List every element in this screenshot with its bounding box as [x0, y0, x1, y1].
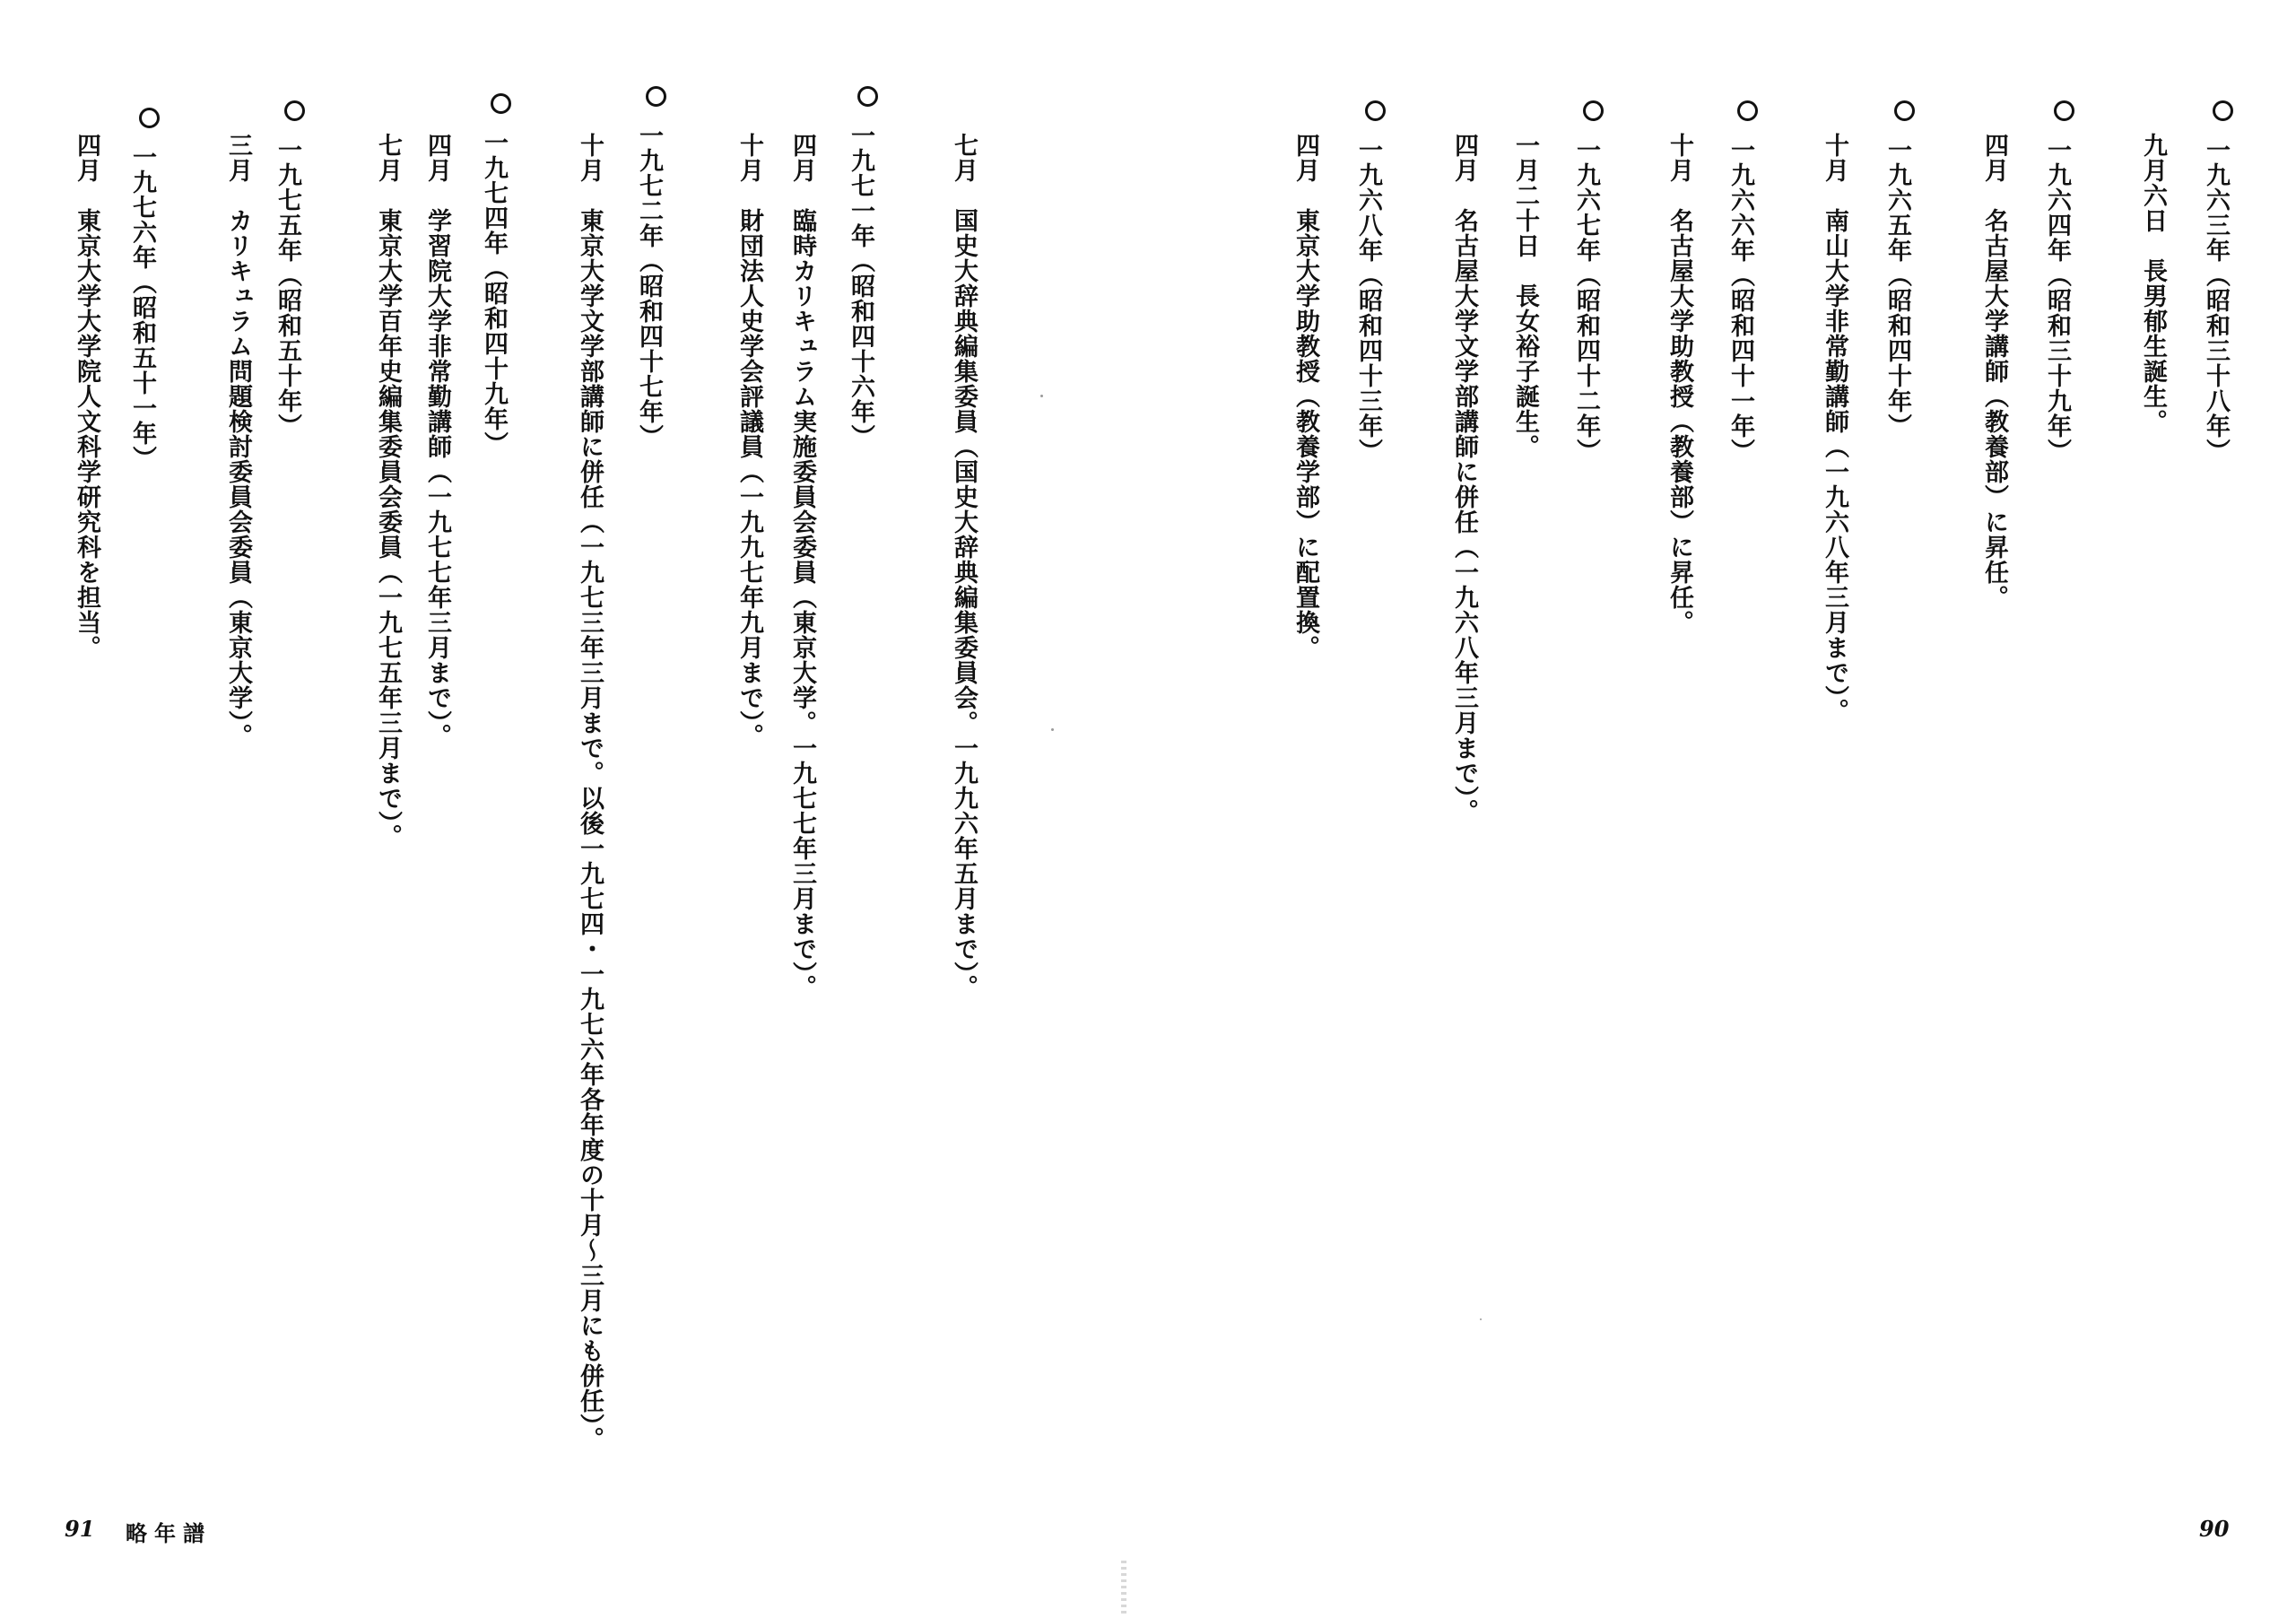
timeline-entry: 四月 東京大学助教授（教養学部）に配置換。 — [1292, 133, 1319, 660]
circle-bullet-icon — [1737, 100, 1758, 121]
timeline-entry: 四月 学習院大学非常勤講師（一九七七年三月まで）。 — [423, 133, 451, 749]
year-heading: 一九七一年（昭和四十六年） — [842, 86, 878, 449]
circle-bullet-icon — [139, 108, 160, 128]
timeline-entry: 十月 南山大学非常勤講師（一九六八年三月まで）。 — [1821, 133, 1848, 724]
timeline-entry: 一月二十日 長女裕子誕生。 — [1511, 133, 1539, 459]
scan-speck — [1040, 395, 1043, 397]
year-heading: 一九六三年（昭和三十八年） — [2197, 100, 2233, 464]
timeline-entry: 十月 名古屋大学助教授（教養部）に昇任。 — [1665, 133, 1693, 635]
circle-bullet-icon — [491, 93, 511, 114]
year-heading: 一九六六年（昭和四十一年） — [1722, 100, 1758, 464]
gutter-shadow — [1121, 1561, 1126, 1614]
circle-bullet-icon — [857, 86, 878, 107]
timeline-entry: 四月 名古屋大学講師（教養部）に昇任。 — [1980, 133, 2008, 610]
year-heading: 一九七六年（昭和五十一年） — [124, 108, 160, 471]
circle-bullet-icon — [2213, 100, 2233, 121]
page-number: 91 — [65, 1516, 95, 1542]
circle-bullet-icon — [1583, 100, 1604, 121]
year-heading: 一九七四年（昭和四十九年） — [475, 93, 511, 457]
timeline-entry: 四月 東京大学大学院人文科学研究科を担当。 — [73, 133, 100, 660]
circle-bullet-icon — [646, 86, 666, 107]
timeline-entry: 四月 臨時カリキュラム実施委員会委員（東京大学。一九七七年三月まで）。 — [788, 133, 816, 1000]
scan-speck — [1051, 728, 1054, 731]
year-heading: 一九七五年（昭和五十年） — [269, 100, 305, 439]
timeline-entry: 七月 東京大学百年史編集委員会委員（一九七五年三月まで）。 — [374, 133, 402, 849]
year-heading: 一九六四年（昭和三十九年） — [2039, 100, 2074, 464]
year-heading: 一九七二年（昭和四十七年） — [631, 86, 666, 449]
scan-speck — [1480, 1318, 1482, 1320]
timeline-entry: 四月 名古屋大学文学部講師に併任（一九六八年三月まで）。 — [1450, 133, 1478, 824]
running-head: 略年譜 — [126, 1520, 212, 1546]
timeline-entry: 七月 国史大辞典編集委員（国史大辞典編集委員会。一九九六年五月まで）。 — [950, 133, 978, 1000]
timeline-entry: 九月六日 長男郁生誕生。 — [2139, 133, 2167, 434]
timeline-entry: 三月 カリキュラム問題検討委員会委員（東京大学）。 — [224, 133, 252, 749]
year-heading: 一九六八年（昭和四十三年） — [1350, 100, 1386, 464]
page-number: 90 — [2199, 1516, 2230, 1542]
circle-bullet-icon — [1894, 100, 1915, 121]
timeline-entry: 十月 財団法人史学会評議員（一九九七年九月まで）。 — [735, 133, 763, 749]
circle-bullet-icon — [2054, 100, 2074, 121]
timeline-entry: 十月 東京大学文学部講師に併任（一九七三年三月まで。以後一九七四・一九七六年各年度の十月～三月にも併任）。 — [576, 133, 604, 1452]
circle-bullet-icon — [284, 100, 305, 121]
year-heading: 一九六七年（昭和四十二年） — [1568, 100, 1604, 464]
year-heading: 一九六五年（昭和四十年） — [1879, 100, 1915, 439]
circle-bullet-icon — [1365, 100, 1386, 121]
